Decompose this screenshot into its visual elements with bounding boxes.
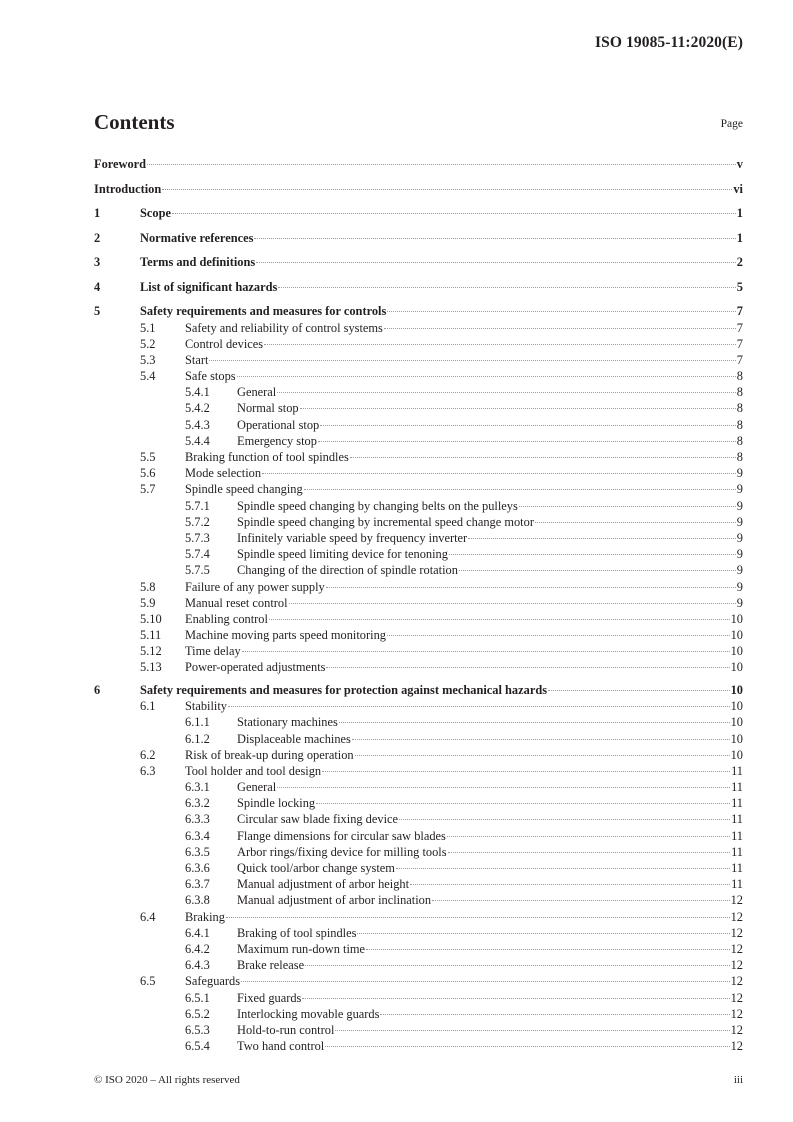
toc-entry-title[interactable]: General	[237, 780, 277, 795]
toc-entry[interactable]	[94, 279, 743, 304]
toc-entry[interactable]	[94, 779, 743, 795]
toc-entry-title[interactable]: Brake release	[237, 958, 305, 973]
toc-entry[interactable]	[94, 698, 743, 714]
dot-leader	[304, 489, 736, 490]
dot-leader	[172, 213, 736, 214]
toc-entry[interactable]	[94, 336, 743, 352]
toc-entry-title[interactable]: Interlocking movable guards	[237, 1006, 380, 1021]
toc-entry-title[interactable]: Changing of the direction of spindle rotation	[237, 563, 458, 578]
toc-entry[interactable]	[94, 941, 743, 957]
dot-leader	[432, 900, 730, 901]
toc-entry-page[interactable]: 10	[730, 611, 743, 626]
toc-entry-page[interactable]: 10	[730, 628, 743, 643]
toc-entry-page[interactable]: 9	[736, 563, 743, 578]
toc-entry-page[interactable]: 9	[736, 530, 743, 545]
toc-entry-number: 6.5	[140, 974, 156, 989]
toc-entry[interactable]	[94, 860, 743, 876]
toc-entry-number: 6.1.2	[185, 731, 210, 746]
toc-entry-title[interactable]: Mode selection	[185, 466, 262, 481]
toc-entry-title[interactable]: Normative references	[140, 230, 254, 245]
copyright-notice: © ISO 2020 – All rights reserved	[94, 1074, 240, 1086]
toc-entry-title[interactable]: Quick tool/arbor change system	[237, 861, 395, 875]
toc-entry-page[interactable]: 12	[730, 1022, 743, 1037]
toc-entry-page[interactable]: 11	[731, 861, 743, 875]
toc-entry-page[interactable]: 8	[736, 369, 743, 384]
toc-entry-number: 5.12	[140, 644, 162, 659]
toc-entry-page[interactable]: 10	[730, 682, 743, 697]
toc-entry-page[interactable]: 12	[730, 974, 743, 989]
dot-leader	[468, 538, 736, 539]
toc-entry-number: 6.3.5	[185, 844, 210, 859]
toc-entry-number: 6.5.4	[185, 1039, 210, 1054]
toc-entry-page[interactable]: 12	[730, 925, 743, 940]
table-of-contents	[94, 156, 743, 1054]
toc-entry-page[interactable]: 8	[736, 401, 743, 416]
toc-entry-title[interactable]: Maximum run-down time	[237, 941, 366, 956]
toc-entry-page[interactable]: 10	[730, 747, 743, 762]
dot-leader	[322, 771, 730, 772]
toc-entry[interactable]	[94, 514, 743, 530]
toc-entry-number: 6.3.2	[185, 796, 210, 811]
toc-entry-title[interactable]: Machine moving parts speed monitoring	[185, 628, 386, 643]
toc-entry-page[interactable]: 12	[730, 909, 743, 924]
toc-entry-title[interactable]: Spindle speed changing	[185, 482, 303, 497]
toc-entry-number: 5.6	[140, 466, 156, 481]
toc-entry[interactable]	[94, 156, 743, 181]
dot-leader	[380, 1014, 729, 1015]
toc-entry-number: 6.3.6	[185, 861, 210, 875]
toc-entry-page[interactable]: 12	[730, 941, 743, 956]
toc-entry[interactable]	[94, 579, 743, 595]
dot-leader	[300, 408, 736, 409]
toc-entry-page[interactable]: 9	[736, 482, 743, 497]
toc-entry-page[interactable]: vi	[733, 181, 743, 196]
dot-leader	[305, 965, 730, 966]
toc-entry[interactable]	[94, 546, 743, 562]
page-column-label: Page	[720, 118, 743, 130]
toc-entry[interactable]	[94, 731, 743, 747]
dot-leader	[320, 425, 736, 426]
toc-entry-title[interactable]: Stability	[185, 699, 227, 714]
toc-entry-number: 6.1	[140, 699, 156, 714]
toc-entry[interactable]	[94, 659, 743, 675]
toc-entry-number: 5.4.1	[185, 385, 210, 400]
dot-leader	[209, 360, 735, 361]
toc-entry-page[interactable]: 12	[730, 990, 743, 1005]
toc-entry-page[interactable]: 1	[736, 230, 743, 245]
dot-leader	[350, 457, 736, 458]
dot-leader	[357, 933, 729, 934]
toc-entry-title[interactable]: Operational stop	[237, 417, 320, 432]
toc-entry[interactable]	[94, 973, 743, 989]
toc-entry[interactable]	[94, 205, 743, 230]
toc-entry-page[interactable]: 11	[731, 780, 743, 795]
toc-entry-title[interactable]: Manual reset control	[185, 595, 288, 610]
toc-entry-title[interactable]: Foreword	[94, 157, 147, 171]
dot-leader	[289, 603, 736, 604]
toc-entry-title[interactable]: Introduction	[94, 181, 162, 196]
dot-leader	[302, 998, 729, 999]
toc-entry-number: 5.3	[140, 352, 156, 367]
toc-entry-number: 5.4.4	[185, 433, 210, 448]
toc-entry-title[interactable]: Manual adjustment of arbor height	[237, 877, 410, 892]
toc-entry-number: 5	[94, 304, 101, 318]
toc-entry-page[interactable]: 8	[736, 433, 743, 448]
toc-entry-number: 6.3	[140, 763, 156, 778]
toc-entry-number: 6.1.1	[185, 715, 210, 730]
toc-entry-title[interactable]: Scope	[140, 206, 171, 220]
toc-entry-number: 5.11	[140, 628, 162, 643]
toc-entry-page[interactable]: 11	[731, 844, 743, 859]
toc-entry[interactable]	[94, 352, 743, 368]
toc-entry-page[interactable]: 9	[736, 466, 743, 481]
toc-entry-page[interactable]: 10	[730, 715, 743, 730]
toc-entry-number: 6.5.1	[185, 990, 210, 1005]
toc-entry[interactable]	[94, 562, 743, 578]
toc-entry-title[interactable]: Hold-to-run control	[237, 1022, 335, 1037]
toc-entry[interactable]	[94, 876, 743, 892]
toc-entry-page[interactable]: 11	[731, 877, 743, 892]
toc-entry-number: 6.4.3	[185, 958, 210, 973]
toc-entry-title[interactable]: Circular saw blade fixing device	[237, 812, 399, 827]
dot-leader	[318, 441, 736, 442]
toc-entry-page[interactable]: 12	[730, 1006, 743, 1021]
toc-entry-page[interactable]: 8	[736, 417, 743, 432]
toc-entry-title[interactable]: Displaceable machines	[237, 731, 351, 746]
toc-entry-number: 6.3.3	[185, 812, 210, 827]
toc-entry-title[interactable]: Normal stop	[237, 401, 299, 416]
toc-entry-number: 6.3.1	[185, 780, 210, 795]
toc-entry-title[interactable]: Start	[185, 352, 209, 367]
toc-entry[interactable]	[94, 530, 743, 546]
toc-entry[interactable]	[94, 828, 743, 844]
toc-entry[interactable]	[94, 643, 743, 659]
toc-entry-title[interactable]: Arbor rings/fixing device for milling tools	[237, 844, 447, 859]
toc-entry-page[interactable]: 11	[731, 763, 743, 778]
toc-entry-page[interactable]: 7	[736, 304, 743, 318]
dot-leader	[448, 852, 730, 853]
toc-entry-page[interactable]: 11	[731, 828, 743, 843]
toc-entry-number: 6.2	[140, 747, 156, 762]
dot-leader	[147, 164, 736, 165]
dot-leader	[399, 819, 730, 820]
toc-entry-title[interactable]: Safety requirements and measures for protection against mechanical hazards	[140, 682, 548, 697]
toc-entry[interactable]	[94, 1022, 743, 1038]
toc-entry-number: 6.5.3	[185, 1022, 210, 1037]
dot-leader	[339, 722, 730, 723]
toc-entry-page[interactable]: 10	[730, 699, 743, 714]
toc-entry-title[interactable]: General	[237, 385, 277, 400]
toc-entry-number: 6	[94, 682, 101, 697]
toc-entry-title[interactable]: Emergency stop	[237, 433, 317, 448]
toc-entry-page[interactable]: 9	[736, 547, 743, 562]
toc-entry[interactable]	[94, 595, 743, 611]
toc-entry[interactable]	[94, 433, 743, 449]
toc-entry[interactable]	[94, 1006, 743, 1022]
toc-entry[interactable]	[94, 990, 743, 1006]
toc-entry-number: 6.3.4	[185, 828, 210, 843]
dot-leader	[449, 554, 736, 555]
toc-entry[interactable]	[94, 627, 743, 643]
toc-entry[interactable]	[94, 417, 743, 433]
dot-leader	[277, 392, 736, 393]
toc-entry-number: 5.4.2	[185, 401, 210, 416]
toc-entry-number: 5.13	[140, 660, 162, 675]
toc-entry-number: 5.4.3	[185, 417, 210, 432]
dot-leader	[269, 619, 730, 620]
dot-leader	[256, 262, 736, 263]
dot-leader	[352, 739, 730, 740]
toc-entry-title[interactable]: Braking	[185, 909, 225, 924]
toc-entry[interactable]	[94, 230, 743, 255]
dot-leader	[326, 667, 729, 668]
toc-entry-title[interactable]: Power-operated adjustments	[185, 660, 326, 675]
toc-entry-page[interactable]: 11	[731, 812, 743, 827]
toc-entry[interactable]	[94, 254, 743, 279]
dot-leader	[384, 328, 736, 329]
dot-leader	[410, 884, 730, 885]
toc-entry-title[interactable]: Flange dimensions for circular saw blades	[237, 828, 446, 843]
dot-leader	[228, 706, 730, 707]
toc-entry-page[interactable]: 11	[731, 796, 743, 811]
dot-leader	[264, 344, 736, 345]
dot-leader	[519, 506, 736, 507]
toc-entry[interactable]	[94, 844, 743, 860]
contents-heading: Contents	[94, 110, 175, 134]
toc-entry-number: 6.4.2	[185, 941, 210, 956]
dot-leader	[335, 1030, 729, 1031]
toc-entry-title[interactable]: Terms and definitions	[140, 255, 256, 269]
toc-entry-number: 6.5.2	[185, 1006, 210, 1021]
toc-entry-title[interactable]: Stationary machines	[237, 715, 338, 730]
toc-entry-number: 5.8	[140, 579, 156, 594]
dot-leader	[254, 238, 735, 239]
dot-leader	[535, 522, 736, 523]
toc-entry[interactable]	[94, 714, 743, 730]
toc-entry[interactable]	[94, 320, 743, 336]
dot-leader	[242, 651, 730, 652]
toc-entry-page[interactable]: 2	[736, 255, 743, 269]
toc-entry-title[interactable]: Enabling control	[185, 611, 268, 626]
toc-entry-number: 5.1	[140, 320, 156, 335]
document-identifier: ISO 19085-11:2020(E)	[595, 34, 743, 51]
toc-entry-number: 3	[94, 255, 101, 269]
toc-entry-number: 5.9	[140, 595, 156, 610]
toc-entry-number: 4	[94, 279, 101, 294]
toc-entry-page[interactable]: 12	[730, 893, 743, 908]
dot-leader	[355, 755, 730, 756]
toc-entry[interactable]	[94, 449, 743, 465]
toc-entry[interactable]	[94, 909, 743, 925]
toc-entry-title[interactable]: Spindle speed limiting device for tenoning	[237, 547, 448, 562]
toc-entry-title[interactable]: Tool holder and tool design	[185, 763, 322, 778]
toc-entry-number: 5.7.3	[185, 530, 210, 545]
toc-entry[interactable]	[94, 465, 743, 481]
toc-entry-number: 6.3.8	[185, 893, 210, 908]
toc-entry-number: 5.7.5	[185, 563, 210, 578]
toc-entry[interactable]	[94, 957, 743, 973]
dot-leader	[396, 868, 730, 869]
toc-entry-title[interactable]: Infinitely variable speed by frequency inverter	[237, 530, 468, 545]
toc-entry[interactable]	[94, 747, 743, 763]
toc-entry-page[interactable]: 1	[736, 206, 743, 220]
toc-entry-number: 5.7.4	[185, 547, 210, 562]
dot-leader	[447, 836, 730, 837]
toc-entry-page[interactable]: 7	[736, 352, 743, 367]
toc-entry-title[interactable]: Safety requirements and measures for controls	[140, 304, 387, 318]
dot-leader	[277, 787, 730, 788]
toc-entry-page[interactable]: 9	[736, 498, 743, 513]
page-number: iii	[733, 1074, 743, 1086]
toc-entry[interactable]	[94, 481, 743, 497]
toc-entry-title[interactable]: Control devices	[185, 336, 264, 351]
toc-entry-number: 6.4	[140, 909, 156, 924]
dot-leader	[262, 473, 736, 474]
dot-leader	[366, 949, 730, 950]
toc-entry-page[interactable]: 8	[736, 450, 743, 464]
toc-entry-number: 5.7.2	[185, 514, 210, 529]
toc-entry-page[interactable]: 8	[736, 385, 743, 400]
toc-entry-page[interactable]: 9	[736, 579, 743, 594]
toc-entry-page[interactable]: 7	[736, 336, 743, 351]
toc-entry[interactable]	[94, 763, 743, 779]
toc-entry[interactable]	[94, 611, 743, 627]
toc-entry[interactable]	[94, 892, 743, 908]
toc-entry-page[interactable]: 9	[736, 514, 743, 529]
toc-entry[interactable]	[94, 368, 743, 384]
toc-entry[interactable]	[94, 1038, 743, 1054]
toc-entry[interactable]	[94, 498, 743, 514]
toc-entry-page[interactable]: 7	[736, 320, 743, 335]
toc-entry-title[interactable]: Safety and reliability of control systems	[185, 320, 383, 335]
toc-entry-number: 6.3.7	[185, 877, 210, 892]
toc-entry[interactable]	[94, 795, 743, 811]
toc-entry-number: 5.4	[140, 369, 156, 384]
toc-entry-title[interactable]: List of significant hazards	[140, 279, 278, 294]
dot-leader	[278, 287, 735, 288]
dot-leader	[237, 376, 736, 377]
dot-leader	[387, 635, 730, 636]
toc-entry-title[interactable]: Manual adjustment of arbor inclination	[237, 893, 432, 908]
toc-entry-number: 1	[94, 206, 101, 220]
dot-leader	[326, 587, 736, 588]
toc-entry-title[interactable]: Spindle locking	[237, 796, 316, 811]
toc-entry-page[interactable]: 9	[736, 595, 743, 610]
dot-leader	[325, 1046, 729, 1047]
toc-entry-title[interactable]: Risk of break-up during operation	[185, 747, 354, 762]
toc-entry-title[interactable]: Safeguards	[185, 974, 241, 989]
toc-entry-title[interactable]: Failure of any power supply	[185, 579, 325, 594]
dot-leader	[387, 311, 735, 312]
toc-entry[interactable]	[94, 181, 743, 206]
toc-entry[interactable]	[94, 384, 743, 400]
dot-leader	[548, 690, 730, 691]
toc-entry-number: 5.10	[140, 611, 162, 626]
toc-entry-number: 5.7.1	[185, 498, 210, 513]
toc-entry-page[interactable]: 12	[730, 1039, 743, 1054]
toc-entry-title[interactable]: Spindle speed changing by changing belts on the pulleys	[237, 498, 518, 513]
toc-entry[interactable]	[94, 400, 743, 416]
dot-leader	[226, 917, 730, 918]
toc-entry[interactable]	[94, 925, 743, 941]
toc-entry-number: 5.5	[140, 450, 156, 464]
toc-entry-number: 6.4.1	[185, 925, 210, 940]
toc-entry-title[interactable]: Spindle speed changing by incremental speed change motor	[237, 514, 534, 529]
toc-entry-number: 2	[94, 230, 101, 245]
toc-entry-title[interactable]: Braking function of tool spindles	[185, 450, 349, 464]
toc-entry-page[interactable]: 10	[730, 644, 743, 659]
toc-entry-page[interactable]: 10	[730, 660, 743, 675]
toc-entry-number: 5.2	[140, 336, 156, 351]
toc-entry-title[interactable]: Braking of tool spindles	[237, 925, 357, 940]
toc-entry-title[interactable]: Two hand control	[237, 1039, 325, 1054]
dot-leader	[162, 189, 732, 190]
toc-entry-number: 5.7	[140, 482, 156, 497]
toc-entry-title[interactable]: Fixed guards	[237, 990, 302, 1005]
toc-entry-page[interactable]: 5	[736, 279, 743, 294]
toc-entry-page[interactable]: 12	[730, 958, 743, 973]
dot-leader	[459, 570, 736, 571]
dot-leader	[241, 981, 730, 982]
toc-entry[interactable]	[94, 811, 743, 827]
toc-entry-title[interactable]: Safe stops	[185, 369, 236, 384]
toc-entry-page[interactable]: v	[736, 157, 743, 171]
toc-entry-title[interactable]: Time delay	[185, 644, 241, 659]
toc-entry-page[interactable]: 10	[730, 731, 743, 746]
dot-leader	[316, 803, 730, 804]
